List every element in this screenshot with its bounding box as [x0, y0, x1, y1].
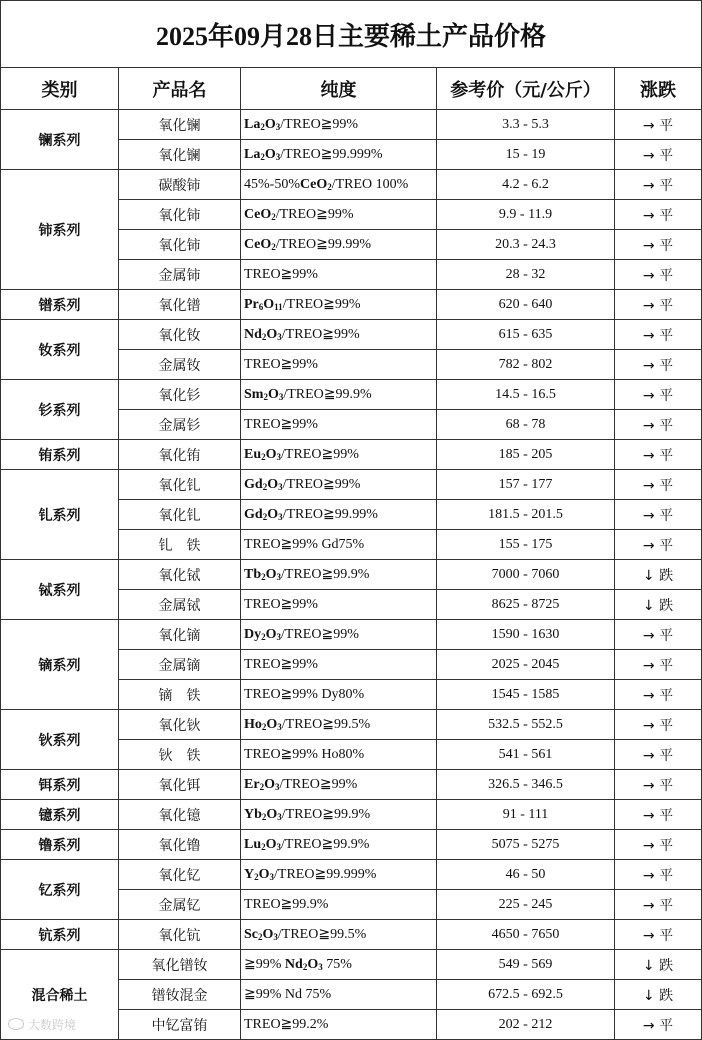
- purity-cell: CeO$_2$/TREO≧99%: [241, 200, 437, 230]
- header-purity: 纯度: [241, 68, 437, 110]
- purity-cell: $Tb_2O_3/TREO≧99.9\%$: [241, 560, 437, 590]
- category-cell: 混合稀土: [1, 950, 119, 1040]
- trend-cell: → 平: [615, 530, 702, 560]
- price-cell: 9.9 - 11.9: [437, 200, 615, 230]
- trend-cell: → 平: [615, 200, 702, 230]
- price-cell: 326.5 - 346.5: [437, 770, 615, 800]
- price-cell: 14.5 - 16.5: [437, 380, 615, 410]
- price-cell: 20.3 - 24.3: [437, 230, 615, 260]
- product-cell: 氧化铽: [119, 560, 241, 590]
- purity-cell: CeO$_2$/TREO≧99.99%: [241, 230, 437, 260]
- trend-cell: → 平: [615, 170, 702, 200]
- category-cell: 镨系列: [1, 290, 119, 320]
- trend-cell: → 平: [615, 800, 702, 830]
- table-row: [1, 320, 702, 350]
- product-cell: 碳酸铈: [119, 170, 241, 200]
- price-cell: 155 - 175: [437, 530, 615, 560]
- header-row: [1, 68, 702, 110]
- table-row: [1, 110, 702, 140]
- product-cell: 氧化钐: [119, 380, 241, 410]
- purity-cell: ≧99% $Nd_2O_3$ 75%: [241, 950, 437, 980]
- price-cell: 7000 - 7060: [437, 560, 615, 590]
- price-cell: 620 - 640: [437, 290, 615, 320]
- product-cell: 氧化铕: [119, 440, 241, 470]
- product-cell: 氧化镧: [119, 110, 241, 140]
- price-cell: 541 - 561: [437, 740, 615, 770]
- product-cell: 氧化铈: [119, 230, 241, 260]
- product-cell: 钬 铁: [119, 740, 241, 770]
- purity-cell: TREO≧99%: [241, 350, 437, 380]
- category-cell: 钐系列: [1, 380, 119, 440]
- table-row: [1, 860, 702, 890]
- trend-cell: → 平: [615, 890, 702, 920]
- product-cell: 氧化镱: [119, 800, 241, 830]
- trend-cell: → 平: [615, 500, 702, 530]
- product-cell: 金属钇: [119, 890, 241, 920]
- purity-cell: $La_2O_3/TREO≧99.999\%$: [241, 140, 437, 170]
- trend-cell: → 平: [615, 470, 702, 500]
- category-cell: 钕系列: [1, 320, 119, 380]
- purity-cell: $Gd_2O_3/TREO≧99\%$: [241, 470, 437, 500]
- purity-cell: $Lu_2O_3/TREO≧99.9\%$: [241, 830, 437, 860]
- product-cell: 金属铈: [119, 260, 241, 290]
- price-cell: 91 - 111: [437, 800, 615, 830]
- purity-cell: $Dy_2O_3/TREO≧99\%$: [241, 620, 437, 650]
- price-cell: 1590 - 1630: [437, 620, 615, 650]
- trend-cell: ↓ 跌: [615, 590, 702, 620]
- purity-cell: TREO≧99%: [241, 590, 437, 620]
- product-cell: 氧化铒: [119, 770, 241, 800]
- purity-cell: $Sc_2O_3/TREO≧99.5\%$: [241, 920, 437, 950]
- purity-cell: $Er_2O_3/TREO≧99\%$: [241, 770, 437, 800]
- trend-cell: → 平: [615, 770, 702, 800]
- price-cell: 68 - 78: [437, 410, 615, 440]
- trend-cell: → 平: [615, 650, 702, 680]
- purity-cell: TREO≧99% Dy80%: [241, 680, 437, 710]
- trend-cell: → 平: [615, 710, 702, 740]
- trend-cell: ↓ 跌: [615, 560, 702, 590]
- product-cell: 金属镝: [119, 650, 241, 680]
- purity-cell: TREO≧99.9%: [241, 890, 437, 920]
- trend-cell: → 平: [615, 110, 702, 140]
- trend-cell: ↓ 跌: [615, 950, 702, 980]
- table-row: [1, 800, 702, 830]
- product-cell: 氧化镥: [119, 830, 241, 860]
- trend-cell: → 平: [615, 260, 702, 290]
- purity-cell: ≧99% Nd 75%: [241, 980, 437, 1010]
- product-cell: 氧化铈: [119, 200, 241, 230]
- table-body: [1, 110, 702, 1040]
- purity-cell: $Pr_6O_{11}/TREO≧99\%$: [241, 290, 437, 320]
- trend-cell: → 平: [615, 830, 702, 860]
- purity-cell: TREO≧99%: [241, 260, 437, 290]
- trend-cell: → 平: [615, 380, 702, 410]
- page-title: 2025年09月28日主要稀土产品价格: [1, 1, 702, 68]
- trend-cell: → 平: [615, 320, 702, 350]
- price-cell: 181.5 - 201.5: [437, 500, 615, 530]
- purity-cell: $Gd_2O_3/TREO≧99.99\%$: [241, 500, 437, 530]
- trend-cell: → 平: [615, 740, 702, 770]
- price-cell: 8625 - 8725: [437, 590, 615, 620]
- product-cell: 氧化钬: [119, 710, 241, 740]
- trend-cell: → 平: [615, 230, 702, 260]
- product-cell: 氧化钕: [119, 320, 241, 350]
- category-cell: 钇系列: [1, 860, 119, 920]
- category-cell: 铕系列: [1, 440, 119, 470]
- trend-cell: → 平: [615, 680, 702, 710]
- price-cell: 225 - 245: [437, 890, 615, 920]
- table-row: [1, 920, 702, 950]
- price-cell: 46 - 50: [437, 860, 615, 890]
- product-cell: 钆 铁: [119, 530, 241, 560]
- price-cell: 782 - 802: [437, 350, 615, 380]
- price-cell: 202 - 212: [437, 1010, 615, 1040]
- category-cell: 钆系列: [1, 470, 119, 560]
- purity-cell: $Yb_2O_3/TREO≧99.9\%$: [241, 800, 437, 830]
- price-cell: 4.2 - 6.2: [437, 170, 615, 200]
- category-cell: 镝系列: [1, 620, 119, 710]
- table-row: [1, 830, 702, 860]
- category-cell: 铒系列: [1, 770, 119, 800]
- product-cell: 氧化钪: [119, 920, 241, 950]
- table-row: [1, 440, 702, 470]
- product-cell: 金属钕: [119, 350, 241, 380]
- purity-cell: TREO≧99% Ho80%: [241, 740, 437, 770]
- price-cell: 28 - 32: [437, 260, 615, 290]
- category-cell: 铈系列: [1, 170, 119, 290]
- trend-cell: → 平: [615, 290, 702, 320]
- purity-cell: $Y_2O_3/TREO≧99.999\%$: [241, 860, 437, 890]
- header-trend: 涨跌: [615, 68, 702, 110]
- category-cell: 铽系列: [1, 560, 119, 620]
- header-category: 类别: [1, 68, 119, 110]
- table-row: [1, 290, 702, 320]
- watermark-text: 大数跨境: [28, 1018, 77, 1032]
- header-price: 参考价（元/公斤）: [437, 68, 615, 110]
- table-row: [1, 710, 702, 740]
- price-cell: 532.5 - 552.5: [437, 710, 615, 740]
- purity-cell: 45%-50%CeO$_2$/TREO 100%: [241, 170, 437, 200]
- trend-cell: → 平: [615, 410, 702, 440]
- product-cell: 氧化钆: [119, 470, 241, 500]
- purity-cell: $Ho_2O_3/TREO≧99.5\%$: [241, 710, 437, 740]
- purity-cell: $Eu_2O_3/TREO≧99\%$: [241, 440, 437, 470]
- table-row: [1, 170, 702, 200]
- table-row: [1, 770, 702, 800]
- price-cell: 3.3 - 5.3: [437, 110, 615, 140]
- price-cell: 672.5 - 692.5: [437, 980, 615, 1010]
- trend-cell: → 平: [615, 920, 702, 950]
- product-cell: 镝 铁: [119, 680, 241, 710]
- price-cell: 185 - 205: [437, 440, 615, 470]
- product-cell: 氧化钆: [119, 500, 241, 530]
- purity-cell: $La_2O_3/TREO≧99\%$: [241, 110, 437, 140]
- purity-cell: TREO≧99%: [241, 410, 437, 440]
- product-cell: 氧化钇: [119, 860, 241, 890]
- trend-cell: ↓ 跌: [615, 980, 702, 1010]
- trend-cell: → 平: [615, 440, 702, 470]
- table-row: [1, 470, 702, 500]
- product-cell: 中钇富铕: [119, 1010, 241, 1040]
- purity-cell: TREO≧99%: [241, 650, 437, 680]
- trend-cell: → 平: [615, 1010, 702, 1040]
- product-cell: 金属铽: [119, 590, 241, 620]
- table-row: [1, 620, 702, 650]
- trend-cell: → 平: [615, 140, 702, 170]
- price-cell: 1545 - 1585: [437, 680, 615, 710]
- price-cell: 157 - 177: [437, 470, 615, 500]
- category-cell: 钪系列: [1, 920, 119, 950]
- purity-cell: $Sm_2O_3/TREO≧99.9\%$: [241, 380, 437, 410]
- price-cell: 15 - 19: [437, 140, 615, 170]
- header-product: 产品名: [119, 68, 241, 110]
- category-cell: 镱系列: [1, 800, 119, 830]
- table-row: [1, 380, 702, 410]
- purity-cell: TREO≧99% Gd75%: [241, 530, 437, 560]
- price-cell: 2025 - 2045: [437, 650, 615, 680]
- category-cell: 镧系列: [1, 110, 119, 170]
- table-row: [1, 560, 702, 590]
- trend-cell: → 平: [615, 620, 702, 650]
- price-cell: 549 - 569: [437, 950, 615, 980]
- product-cell: 氧化镨钕: [119, 950, 241, 980]
- purity-cell: $Nd_2O_3/TREO≧99\%$: [241, 320, 437, 350]
- price-cell: 4650 - 7650: [437, 920, 615, 950]
- product-cell: 氧化镧: [119, 140, 241, 170]
- trend-cell: → 平: [615, 860, 702, 890]
- product-cell: 氧化镝: [119, 620, 241, 650]
- purity-cell: TREO≧99.2%: [241, 1010, 437, 1040]
- price-cell: 615 - 635: [437, 320, 615, 350]
- price-cell: 5075 - 5275: [437, 830, 615, 860]
- product-cell: 镨钕混金: [119, 980, 241, 1010]
- trend-cell: → 平: [615, 350, 702, 380]
- product-cell: 氧化镨: [119, 290, 241, 320]
- category-cell: 钬系列: [1, 710, 119, 770]
- category-cell: 镥系列: [1, 830, 119, 860]
- table-row: [1, 950, 702, 980]
- product-cell: 金属钐: [119, 410, 241, 440]
